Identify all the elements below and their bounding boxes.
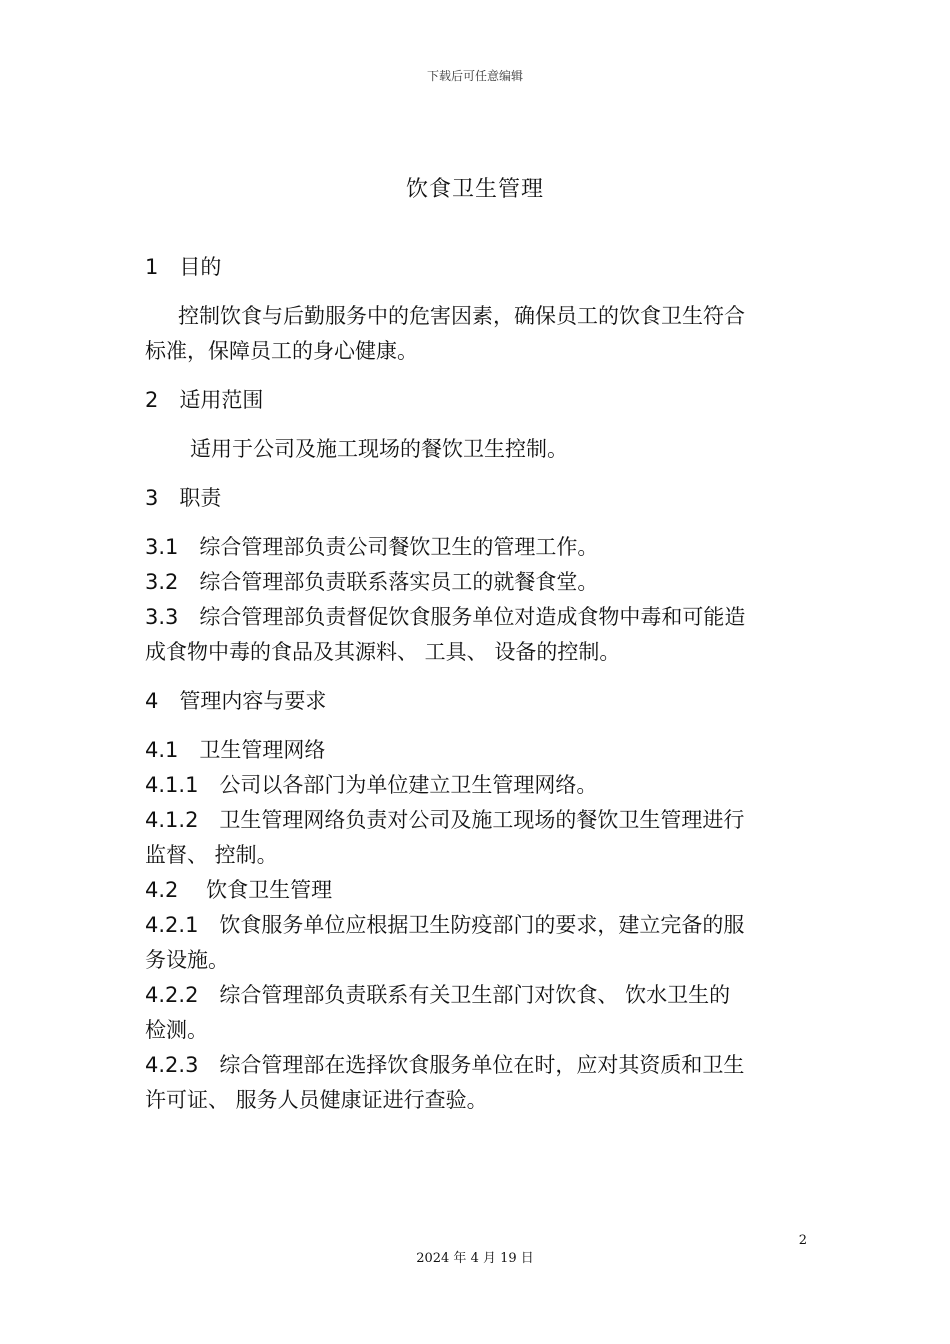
page-number: 2 [798,1233,807,1248]
section-heading-management: 4 管理内容与要求 [145,689,327,713]
clause-line: 检测。 [145,1018,208,1042]
clause-line: 务设施。 [145,948,229,972]
clause-line: 3.3 综合管理部负责督促饮食服务单位对造成食物中毒和可能造 [145,605,746,629]
footer-date: 2024 年 4 月 19 日 [416,1251,534,1266]
clause-line: 成食物中毒的食品及其源料、 工具、 设备的控制。 [145,640,621,664]
clause-line: 4.1 卫生管理网络 [145,738,326,762]
document-title: 饮食卫生管理 [405,177,544,202]
section-heading-purpose: 1 目的 [145,255,222,279]
header-note: 下载后可任意编辑 [426,69,523,83]
clause-line: 4.2.1 饮食服务单位应根据卫生防疫部门的要求，建立完备的服 [145,913,745,937]
clause-line: 4.2.2 综合管理部负责联系有关卫生部门对饮食、 饮水卫生的 [145,983,731,1007]
clause-line: 4.2 饮食卫生管理 [145,878,333,902]
clause-line: 4.1.2 卫生管理网络负责对公司及施工现场的餐饮卫生管理进行 [145,808,745,832]
clause-line: 许可证、 服务人员健康证进行查验。 [145,1088,488,1112]
paragraph-line: 适用于公司及施工现场的餐饮卫生控制。 [190,437,568,461]
section-heading-scope: 2 适用范围 [145,388,264,412]
clause-line: 4.2.3 综合管理部在选择饮食服务单位在时，应对其资质和卫生 [145,1053,745,1077]
paragraph-line: 标准，保障员工的身心健康。 [145,339,418,363]
clause-line: 监督、 控制。 [145,843,278,867]
clause-line: 4.1.1 公司以各部门为单位建立卫生管理网络。 [145,773,598,797]
clause-line: 3.2 综合管理部负责联系落实员工的就餐食堂。 [145,570,599,594]
paragraph-line: 控制饮食与后勤服务中的危害因素，确保员工的饮食卫生符合 [178,304,745,328]
section-heading-duties: 3 职责 [145,486,222,510]
document-body [145,250,810,1118]
clause-line: 3.1 综合管理部负责公司餐饮卫生的管理工作。 [145,535,599,559]
